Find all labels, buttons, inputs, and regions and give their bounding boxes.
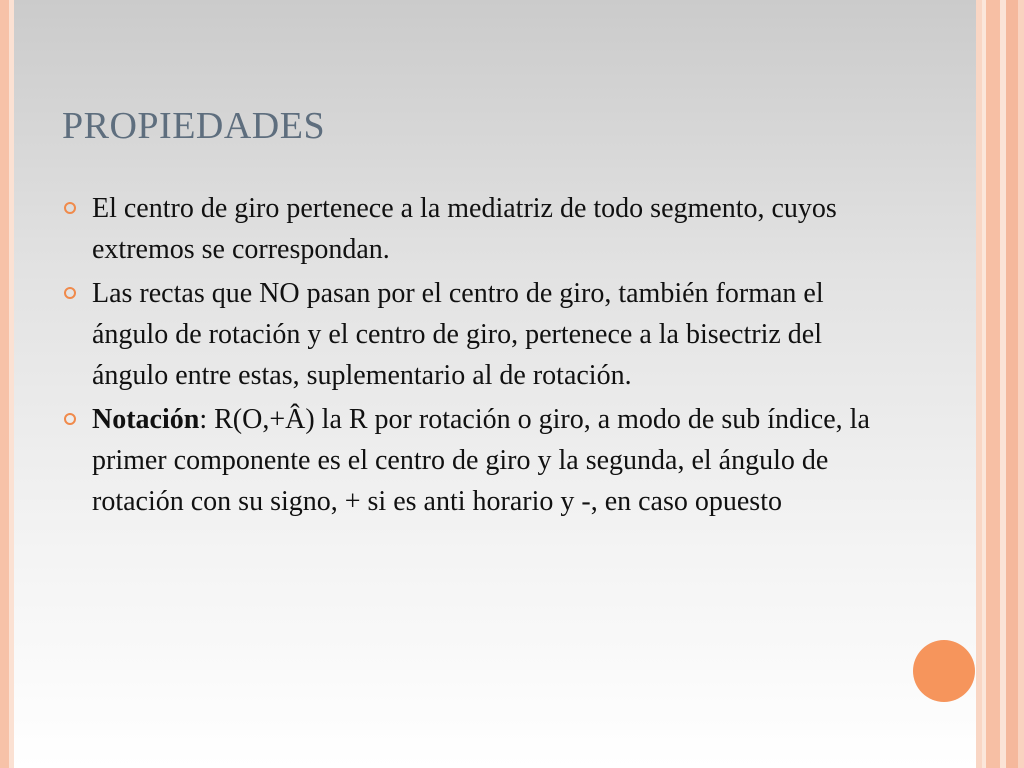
bullet-text: El centro de giro pertenece a la mediatriz de todo segmento, cuyos extremos se correspondan. [92,193,837,265]
decorative-orange-circle [913,640,975,702]
stripe [1018,0,1024,768]
hollow-circle-bullet-icon [64,287,76,299]
bullet-text: : R(O,+Â) la R por rotación o giro, a modo de sub índice, la primer componente es el centro de giro y la segunda, el ángulo de rotación con su signo, + si es anti horario y -, en caso opuesto [92,404,870,517]
bullet-text: Las rectas que NO pasan por el centro de giro, también forman el ángulo de rotación y el centro de giro, pertenece a la bisectriz del ángulo entre estas, suplementario al de rotación. [92,278,824,391]
bullet-item [62,399,882,522]
slide-title: PROPIEDADES [62,105,326,147]
left-decorative-border [0,0,14,768]
bullet-item [62,188,882,270]
stripe [1006,0,1018,768]
bullet-lead-term: Notación [92,404,200,435]
hollow-circle-bullet-icon [64,413,76,425]
bullet-item [62,273,882,396]
right-decorative-stripes [976,0,1024,768]
hollow-circle-bullet-icon [64,202,76,214]
bullet-list [62,188,882,525]
stripe [986,0,1000,768]
